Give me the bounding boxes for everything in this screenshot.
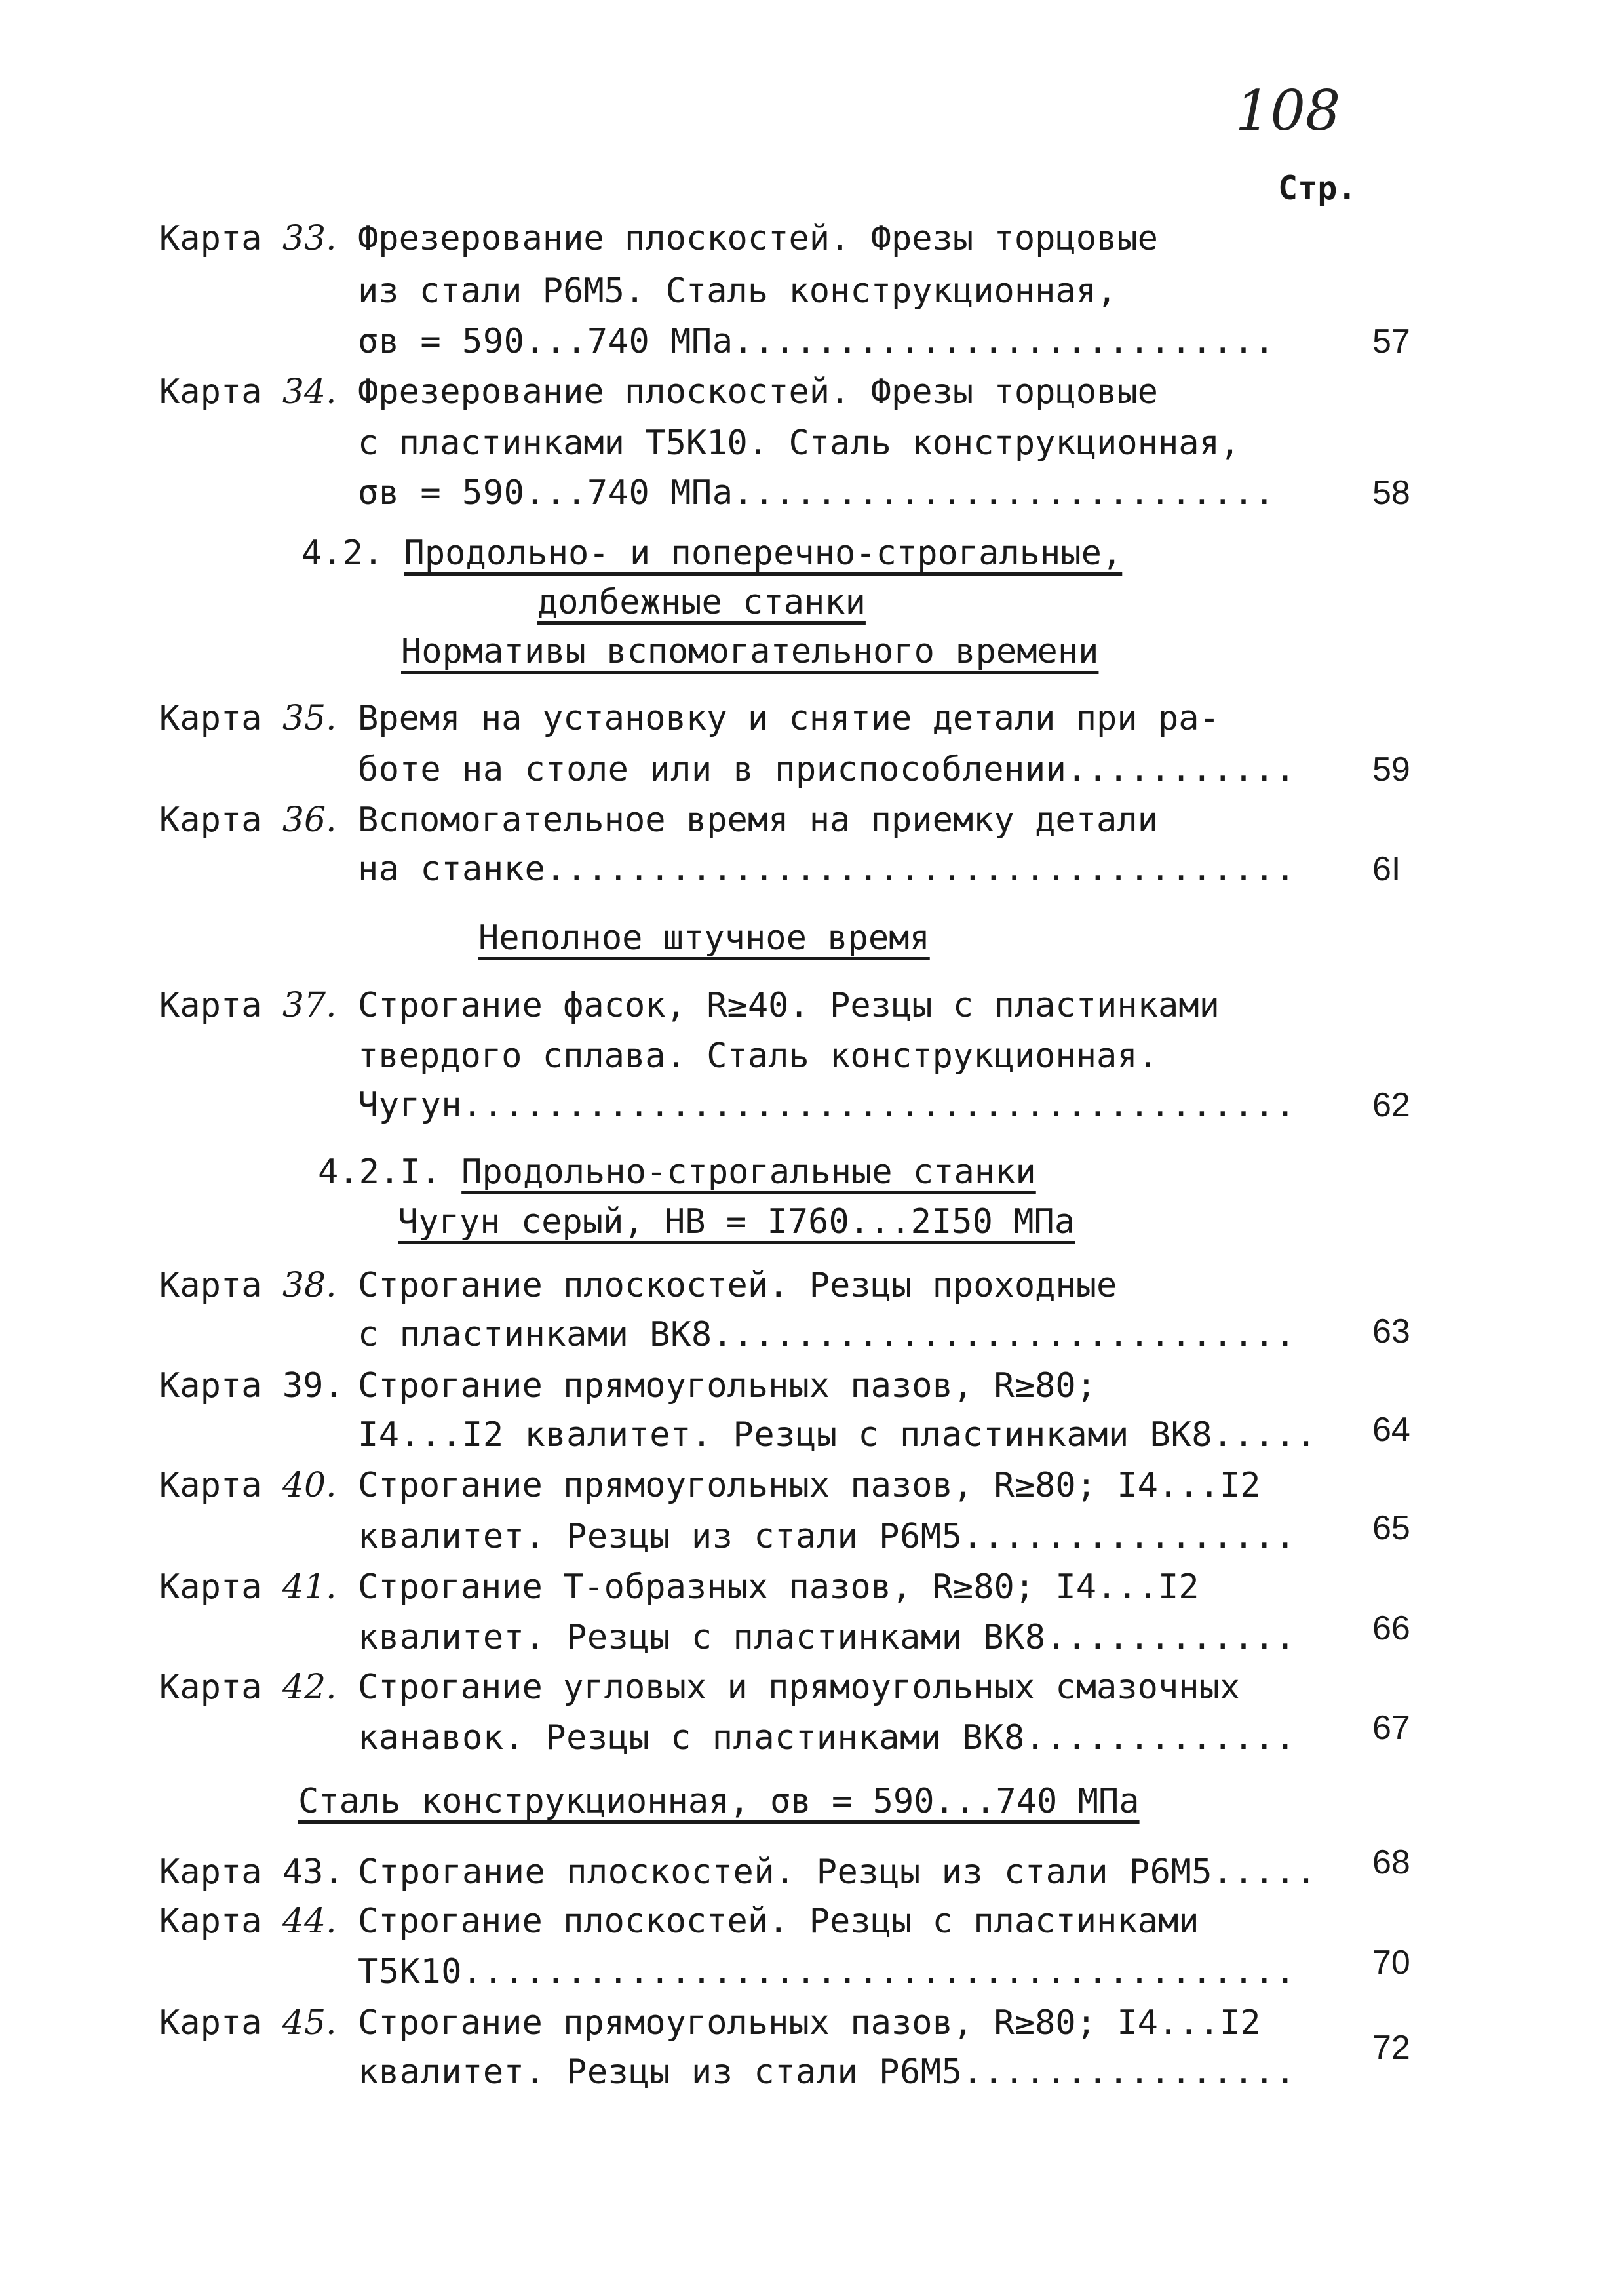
entry-label: Карта <box>159 1366 262 1405</box>
entry-text-line: Чугун........................................ <box>358 1086 1296 1125</box>
entry-text-line: Время на установку и снятие детали при ра- <box>358 699 1220 738</box>
entry-page: 59 <box>1372 751 1410 789</box>
entry-text-line: с пластинками Т5К10. Сталь конструкционная, <box>358 423 1241 463</box>
entry-label: Карта <box>159 1853 262 1892</box>
entry-text-line: Строгание прямоугольных пазов, R≥80; <box>358 1366 1097 1405</box>
entry-page: 62 <box>1372 1086 1410 1124</box>
entry-page: 57 <box>1372 323 1410 361</box>
page-number: 108 <box>1235 79 1341 143</box>
entry-page: 6I <box>1372 850 1401 888</box>
entry-label: Карта <box>159 1567 262 1607</box>
entry-page: 70 <box>1372 1944 1410 1982</box>
section-title: Продольно- и поперечно-строгальные, <box>404 534 1123 573</box>
section-title: Продольно-строгальные станки <box>461 1152 1036 1192</box>
entry-label: Карта <box>159 2003 262 2043</box>
entry-page: 66 <box>1372 1609 1410 1647</box>
entry-label: Карта <box>159 699 262 738</box>
entry-text-line: Строгание плоскостей. Резцы из стали Р6М5..... <box>358 1853 1317 1892</box>
entry-number: 42. <box>282 1668 337 1707</box>
entry-number: 44. <box>282 1902 337 1941</box>
entry-number: 37. <box>282 986 337 1025</box>
entry-label: Карта <box>159 1266 262 1305</box>
section-number: 4.2.I. <box>318 1152 462 1192</box>
entry-text-line: с пластинками ВК8............................ <box>358 1315 1296 1354</box>
section-subtitle: Нормативы вспомогательного времени <box>401 632 1099 671</box>
entry-text-line: σв = 590...740 МПа.......................... <box>358 473 1275 513</box>
entry-number: 33. <box>282 219 337 258</box>
section-heading-partial-time: Неполное штучное время <box>478 918 930 958</box>
entry-number: 41. <box>282 1567 337 1607</box>
entry-label: Карта <box>159 1466 262 1505</box>
section-title: долбежные станки <box>537 583 866 622</box>
entry-text-line: Строгание прямоугольных пазов, R≥80; I4...I2 <box>358 2003 1261 2043</box>
entry-text-line: на станке.................................... <box>358 850 1296 889</box>
entry-number: 38. <box>282 1266 337 1305</box>
entry-text-line: Строгание фасок, R≥40. Резцы с пластинками <box>358 986 1220 1025</box>
entry-number: 39. <box>282 1366 344 1405</box>
entry-text-line: твердого сплава. Сталь конструкционная. <box>358 1036 1158 1076</box>
entry-label: Карта <box>159 1668 262 1707</box>
entry-text-line: из стали Р6М5. Сталь конструкционная, <box>358 271 1117 311</box>
entry-label: Карта <box>159 372 262 412</box>
entry-number: 34. <box>282 372 337 412</box>
entry-text-line: Строгание плоскостей. Резцы с пластинками <box>358 1902 1199 1941</box>
entry-number: 36. <box>282 800 337 840</box>
entry-text-line: Вспомогательное время на приемку детали <box>358 800 1158 840</box>
page-column-header: Стр. <box>1278 169 1357 207</box>
entry-number: 43. <box>282 1853 344 1892</box>
entry-text-line: Строгание прямоугольных пазов, R≥80; I4...I2 <box>358 1466 1261 1505</box>
entry-text-line: квалитет. Резцы с пластинками ВК8............ <box>358 1618 1296 1657</box>
entry-text-line: σв = 590...740 МПа.......................... <box>358 322 1275 361</box>
entry-text-line: квалитет. Резцы из стали Р6М5................ <box>358 2052 1296 2092</box>
entry-page: 72 <box>1372 2029 1410 2067</box>
section-subtitle: Чугун серый, НВ = I760...2I50 МПа <box>398 1202 1075 1242</box>
entry-number: 35. <box>282 699 337 738</box>
entry-page: 63 <box>1372 1312 1410 1350</box>
entry-text-line: квалитет. Резцы из стали Р6М5................ <box>358 1517 1296 1556</box>
entry-page: 68 <box>1372 1843 1410 1881</box>
entry-text-line: Строгание плоскостей. Резцы проходные <box>358 1266 1117 1305</box>
entry-label: Карта <box>159 219 262 258</box>
entry-text-line: Фрезерование плоскостей. Фрезы торцовые <box>358 372 1158 412</box>
entry-text-line: канавок. Резцы с пластинками ВК8............. <box>358 1718 1296 1757</box>
entry-text-line: Т5К10........................................ <box>358 1952 1296 1991</box>
entry-text-line: боте на столе или в приспособлении........... <box>358 750 1296 789</box>
entry-text-line: Строгание угловых и прямоугольных смазочных <box>358 1668 1241 1707</box>
entry-number: 40. <box>282 1466 337 1505</box>
entry-text-line: I4...I2 квалитет. Резцы с пластинками ВК8..... <box>358 1415 1317 1455</box>
section-heading-structural-steel: Сталь конструкционная, σв = 590...740 МПа <box>298 1782 1140 1821</box>
entry-page: 58 <box>1372 474 1410 512</box>
entry-label: Карта <box>159 800 262 840</box>
entry-page: 65 <box>1372 1509 1410 1547</box>
entry-number: 45. <box>282 2003 337 2043</box>
entry-text-line: Фрезерование плоскостей. Фрезы торцовые <box>358 219 1158 258</box>
entry-page: 64 <box>1372 1411 1410 1449</box>
entry-text-line: Строгание Т-образных пазов, R≥80; I4...I2 <box>358 1567 1199 1607</box>
section-number: 4.2. <box>301 534 404 573</box>
entry-label: Карта <box>159 986 262 1025</box>
entry-page: 67 <box>1372 1709 1410 1747</box>
entry-label: Карта <box>159 1902 262 1941</box>
